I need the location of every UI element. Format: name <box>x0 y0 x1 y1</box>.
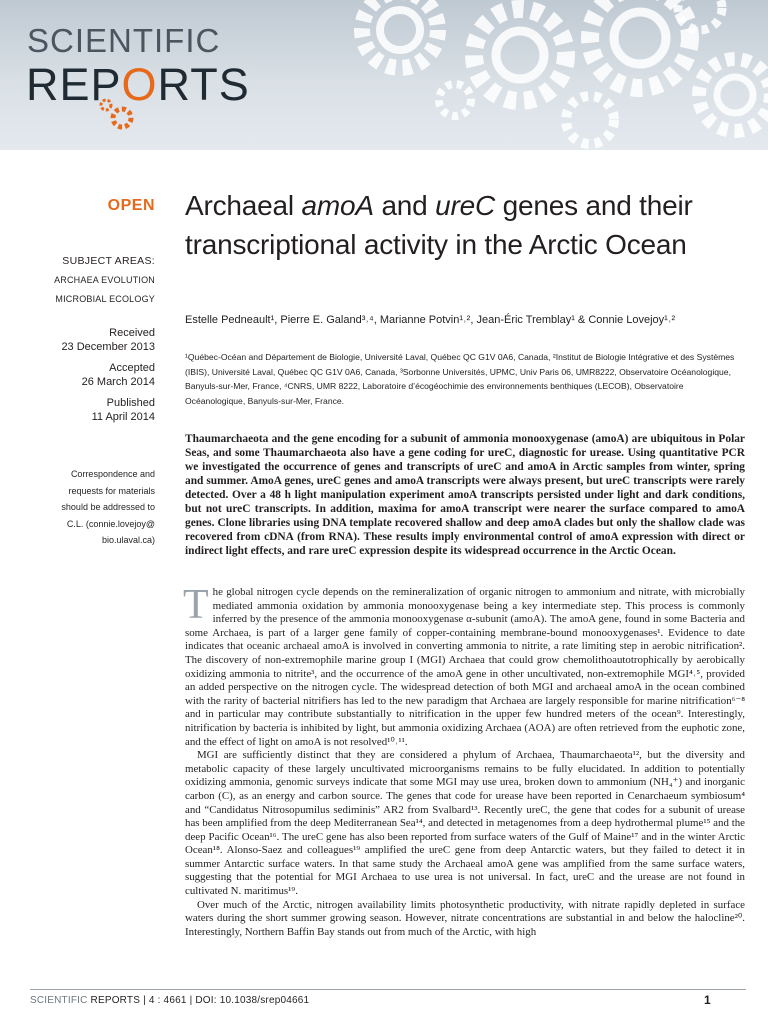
accepted-date: 26 March 2014 <box>81 376 155 388</box>
footer-divider <box>30 989 746 990</box>
published-date: 11 April 2014 <box>91 411 155 423</box>
page-number: 1 <box>704 993 711 1007</box>
paragraph: MGI are sufficiently distinct that they are considered a phylum of Archaea, Thaumarchaeota¹², but the diversity and metabolic capacity of these largely uncultivated microorganisms remains to be fully elucidated. In addition to potentially oxidizing ammonia, genomic surveys indicate that some MGI may use urea, broken down to ammonium (NH₄⁺) and inorganic carbon (C), as an energy and carbon source. The genes that code for urease have been reported in Cenarchaeum symbiosum⁴ and “Candidatus Nitrosopumilus sediminis” AR2 from Svalbard¹³. Recently ureC, the gene that codes for a subunit of urease has been amplified from the deep Mediterranean Sea¹⁴, and detected in metagenomes from a deep hydrothermal plume¹⁵ and the deep Pacific Ocean¹⁶. The ureC gene has also been reported from surface waters of the Gulf of Maine¹⁷ and in the winter Arctic Ocean¹⁸. Alonso-Saez and colleagues¹⁹ amplified the ureC gene from deep Antarctic waters, but they failed to detect it in summer Antarctic surface waters. In that same study the Archaeal amoA gene was amplified from the same surface waters, suggesting that the potential for MGI Archaea to use urea is not universal. In fact, ureC and the urease are not found in cultivated N. maritimus¹⁹. <box>185 749 745 898</box>
correspondence-note: Correspondence and requests for materials should be addressed to C.L. (connie.lovejoy@ bio.ulaval.ca) <box>27 466 155 549</box>
correspondence-email-end[interactable]: bio.ulaval.ca) <box>101 535 155 545</box>
subject-areas-heading: SUBJECT AREAS: <box>62 255 155 267</box>
journal-logo-top: SCIENTIFIC <box>27 22 221 59</box>
abstract: Thaumarchaeota and the gene encoding for a subunit of ammonia monooxygenase (amoA) are ubiquitous in Polar Seas, and some Thaumarchaeota also have a gene coding for ureC, diagnostic for urease. Using quantitative PCR we investigated the occurrence of genes and transcripts of ureC and amoA in Arctic samples from winter, spring and summer. AmoA genes, ureC genes and amoA transcripts were always present, but ureC transcripts were rarely detected. Over a 48 h light manipulation experiment amoA transcripts persisted under light and dark conditions, but not ureC transcripts. In addition, maxima for amoA transcript were nearer the surface compared to amoA genes. Clone libraries using DNA template recovered shallow and deep amoA clades but only the shallow clade was recovered from cDNA (from RNA). These results imply environmental control of amoA expression with direct or indirect light effects, and rare ureC expression despite its widespread occurrence in the Arctic Ocean. <box>185 433 745 557</box>
paragraph: The global nitrogen cycle depends on the remineralization of organic nitrogen to ammonium and nitrate, with microbially mediated ammonia oxidation by ammonia monooxygenase being a key intermediate step. This process is commonly inferred by the presence of the ammonia monooxygenase α-subunit (amoA). The amoA gene, found in some Bacteria and some Archaea, is part of a larger gene family of copper-containing membrane-bound monooxygenases¹. Evidence to date indicates that oceanic archaeal amoA is involved in converting ammonia to nitrite, a rate limiting step in aerobic nitrification². The discovery of non-extremophile marine group I (MGI) Archaea that could grow chemolithoautotrophically by aerobically oxidizing ammonia to nitrite³, and the occurrence of the amoA gene in other uncultivated, non-extremophile MGI⁴˒⁵, provided an added perspective on the nitrogen cycle. The widespread detection of both MGI and archaeal amoA in the ocean combined with the rarity of bacterial nitrifiers has led to the new paradigm that Archaea are largely responsible for marine nitrification⁶⁻⁸ and in particular may contribute substantially to nitrification in the upper few hundred meters of the ocean⁹. Interestingly, nitrification by bacteria is inhibited by light, but ammonia oxidizing Archaea (AOA) are often retrieved from the euphotic zone, and the effect of light on amoA is not resolved¹⁰˒¹¹. <box>183 582 745 748</box>
published-label: Published <box>106 397 155 409</box>
author-list: Estelle Pedneault¹, Pierre E. Galand³˒⁴, Marianne Potvin¹˒², Jean-Éric Tremblay¹ & Connie Lovejoy¹˒² <box>185 314 676 326</box>
received-date: 23 December 2013 <box>61 341 155 353</box>
article-dates <box>61 326 155 431</box>
correspondence-email[interactable]: C.L. (connie.lovejoy@ <box>66 518 155 529</box>
article-title: Archaeal amoA and ureC genes and their transcriptional activity in the Arctic Ocean <box>185 190 693 260</box>
footer-citation: SCIENTIFIC REPORTS | 4 : 4661 | DOI: 10.1038/srep04661 <box>30 995 310 1006</box>
subject-link[interactable]: MICROBIAL ECOLOGY <box>55 294 155 304</box>
logo-gear-o: O <box>121 59 158 110</box>
subject-areas <box>54 252 155 309</box>
drop-cap: T <box>183 582 209 628</box>
received-label: Received <box>109 327 155 339</box>
open-access-label: OPEN <box>107 197 155 214</box>
journal-logo-bottom: REPORTS <box>26 59 250 110</box>
paragraph: Over much of the Arctic, nitrogen availability limits photosynthetic productivity, with nitrate rapidly depleted in surface waters during the short summer growing season. However, nitrate concentrations are substantial in and below the halocline²⁰. Interestingly, Northern Baffin Bay stands out from much of the Arctic, with high <box>185 898 745 938</box>
affiliations: ¹Québec-Océan and Département de Biologie, Université Laval, Québec QC G1V 0A6, Canada, ²Institut de Biologie Intégrative et des Systèmes (IBIS), Université Laval, Québec QC G1V 0A6, Canada, ³Sorbonne Universités, UPMC, Univ Paris 06, UMR8222, Observatoire Océanologique, Banyuls-sur-Mer, France, ⁴CNRS, UMR 8222, Laboratoire d’écogéochimie des environnements benthiques (LECOB), Observatoire Océanologique, Banyuls-sur-Mer, France. <box>185 352 735 406</box>
subject-link[interactable]: ARCHAEA EVOLUTION <box>54 275 155 285</box>
journal-banner <box>0 0 768 150</box>
article-body <box>183 582 745 939</box>
accepted-label: Accepted <box>109 362 155 374</box>
